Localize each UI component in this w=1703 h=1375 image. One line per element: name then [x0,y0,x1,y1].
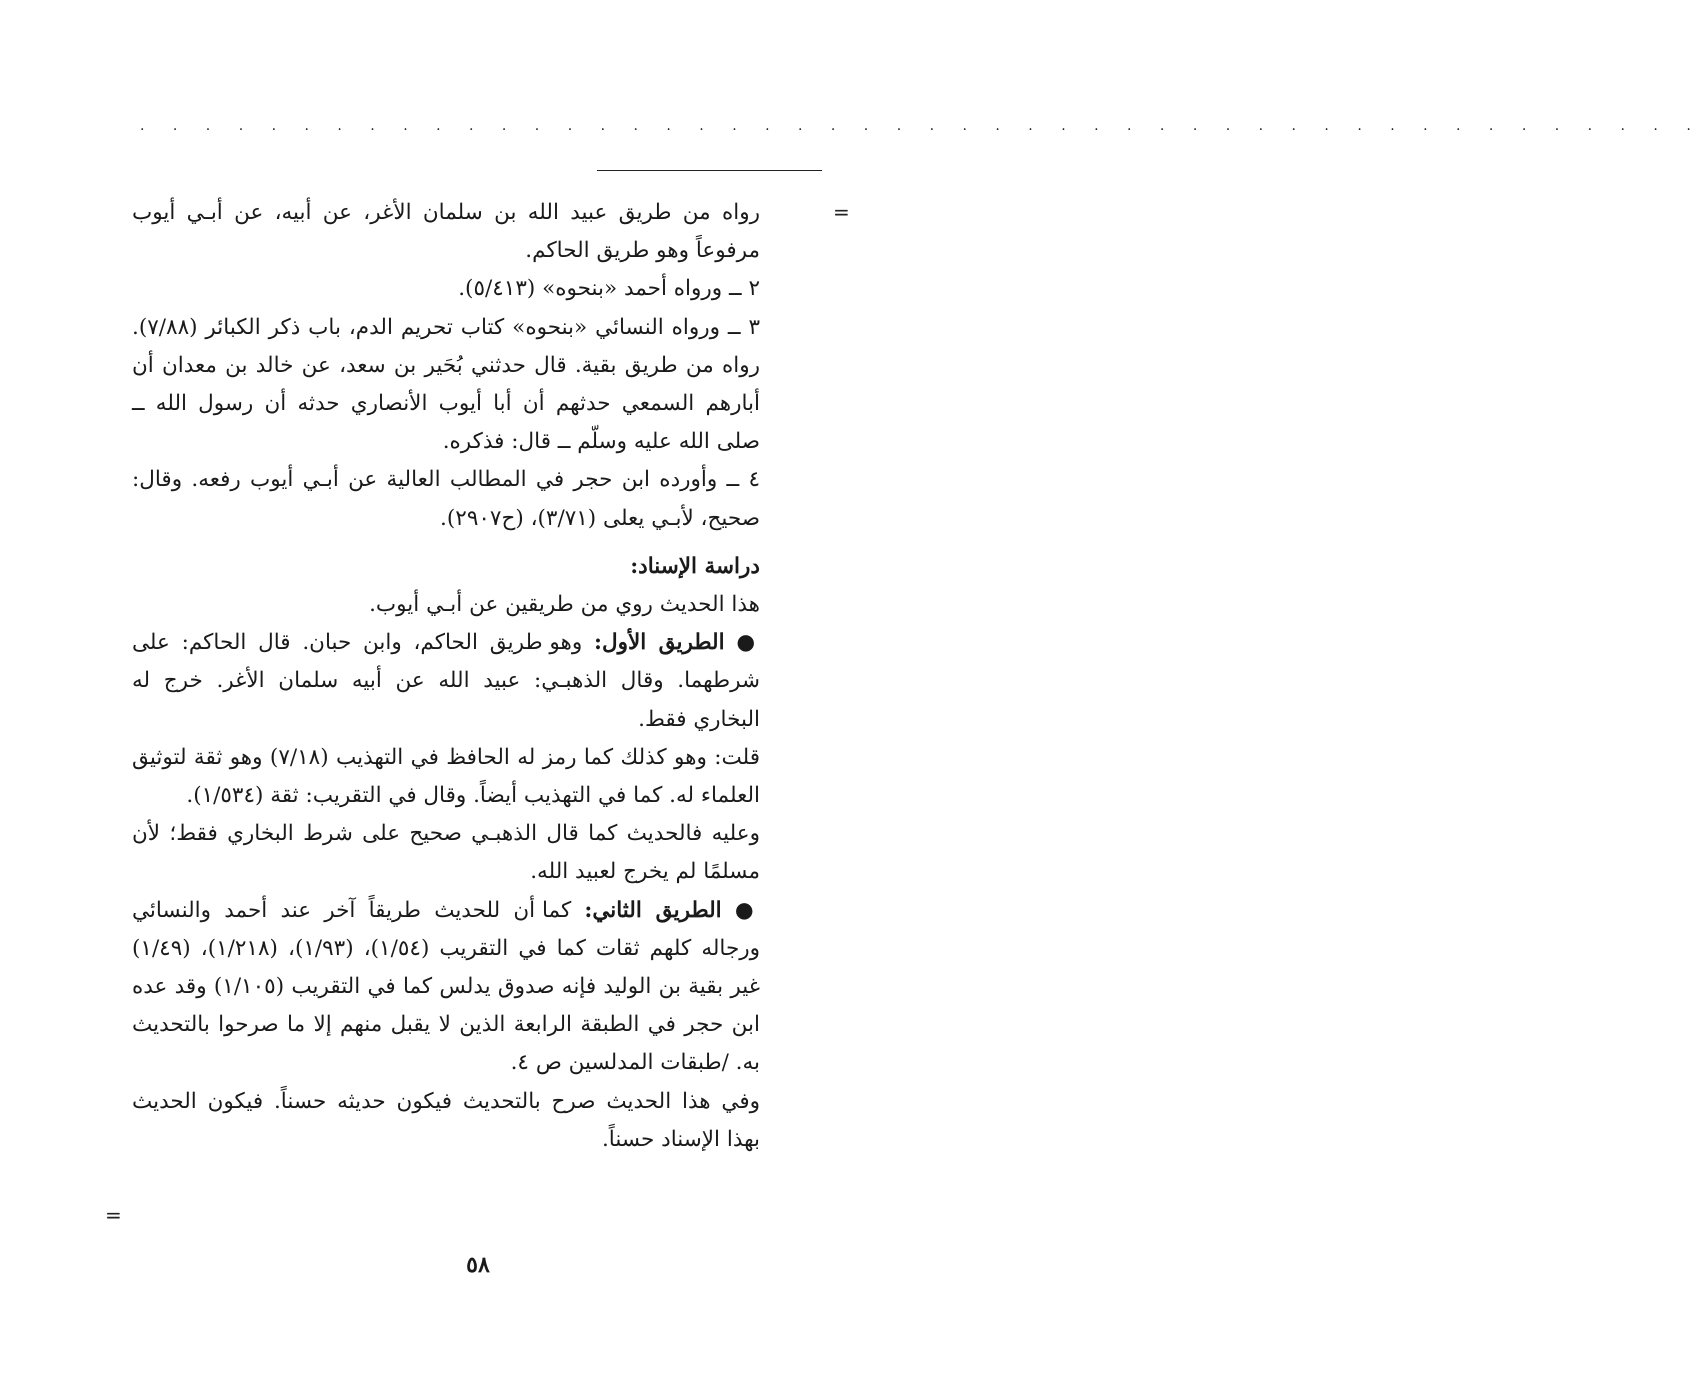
second-route-text: كما أن للحديث طريقاً آخر عند أحمد والنسائي ورجاله كلهم ثقات كما في التقريب (١/٥٤)، (١/٩٣)، (١/٢١٨)، (١/٤٩) غير بقية بن الوليد فإنه صدوق يدلس كما في التقريب (١/١٠٥) وقد عده ابن حجر في الطبقة الرابعة الذين لا يقبل منهم إلا ما صرحوا بالتحديث به. /طبقات المدلسين ص ٤. [132,897,760,1076]
paragraph-2: ٢ ــ ورواه أحمد «بنحوه» (٥/٤١٣). [458,276,760,302]
first-route-text: وهو طريق الحاكم، وابن حبان. قال الحاكم: على شرطهما. وقال الذهبـي: عبيد الله عن أبيه سلمان الأغر. خرج له البخاري فقط. [132,630,760,732]
second-route-label: الطريق الثاني: [584,897,722,923]
paragraph-5: هذا الحديث روي من طريقين عن أبـي أيوب. [369,592,760,618]
continuation-mark-bottom: = [105,1203,122,1227]
paragraph-7: قلت: وهو كذلك كما رمز له الحافظ في التهذيب (٧/١٨) وهو ثقة لتوثيق العلماء له. كما في التهذيب أيضاً. وقال في التقريب: ثقة (١/٥٣٤). [132,744,760,809]
paragraph-1: رواه من طريق عبيد الله بن سلمان الأغر، عن أبيه، عن أبـي أيوب مرفوعاً وهو طريق الحاكم. [132,200,760,264]
paragraph-10: وفي هذا الحديث صرح بالتحديث فيكون حديثه حسناً. فيكون الحديث بهذا الإسناد حسناً. [132,1088,760,1152]
dotted-separator: . . . . . . . . . . . . . . . . . . . . . . . . . . . . . . . . . . . . . . . . . . . . . . . . [140,118,1703,134]
footnote-rule [597,170,822,171]
section-heading: دراسة الإسناد: [630,553,760,579]
paragraph-second-route [132,892,760,1083]
paragraph-3: ٣ ــ ورواه النسائي «بنحوه» كتاب تحريم الدم، باب ذكر الكبائر (٧/٨٨). رواه من طريق بقية. قال حدثني بُحَير بن سعد، عن خالد بن معدان أن أبارهم السمعي حدثهم أن أبا أيوب الأنصاري حدثه أن رسول الله ــ صلى الله عليه وسلّم ــ قال: فذكره. [132,314,760,455]
continuation-mark-top: = [833,200,850,224]
paragraph-4: ٤ ــ وأورده ابن حجر في المطالب العالية عن أبـي أيوب رفعه. وقال: صحيح، لأبـي يعلى (٣/٧١)، (ح٢٩٠٧). [132,467,760,531]
paragraph-first-route [132,624,760,739]
first-route-label: الطريق الأول: [594,630,725,656]
bullet-icon: ● [734,897,760,923]
page-number: ٥٨ [466,1252,490,1278]
bullet-icon: ● [736,630,760,656]
paragraph-8: وعليه فالحديث كما قال الذهبـي صحيح على شرط البخاري فقط؛ لأن مسلمًا لم يخرج لعبيد الله. [132,821,760,885]
page-body [132,194,760,1159]
